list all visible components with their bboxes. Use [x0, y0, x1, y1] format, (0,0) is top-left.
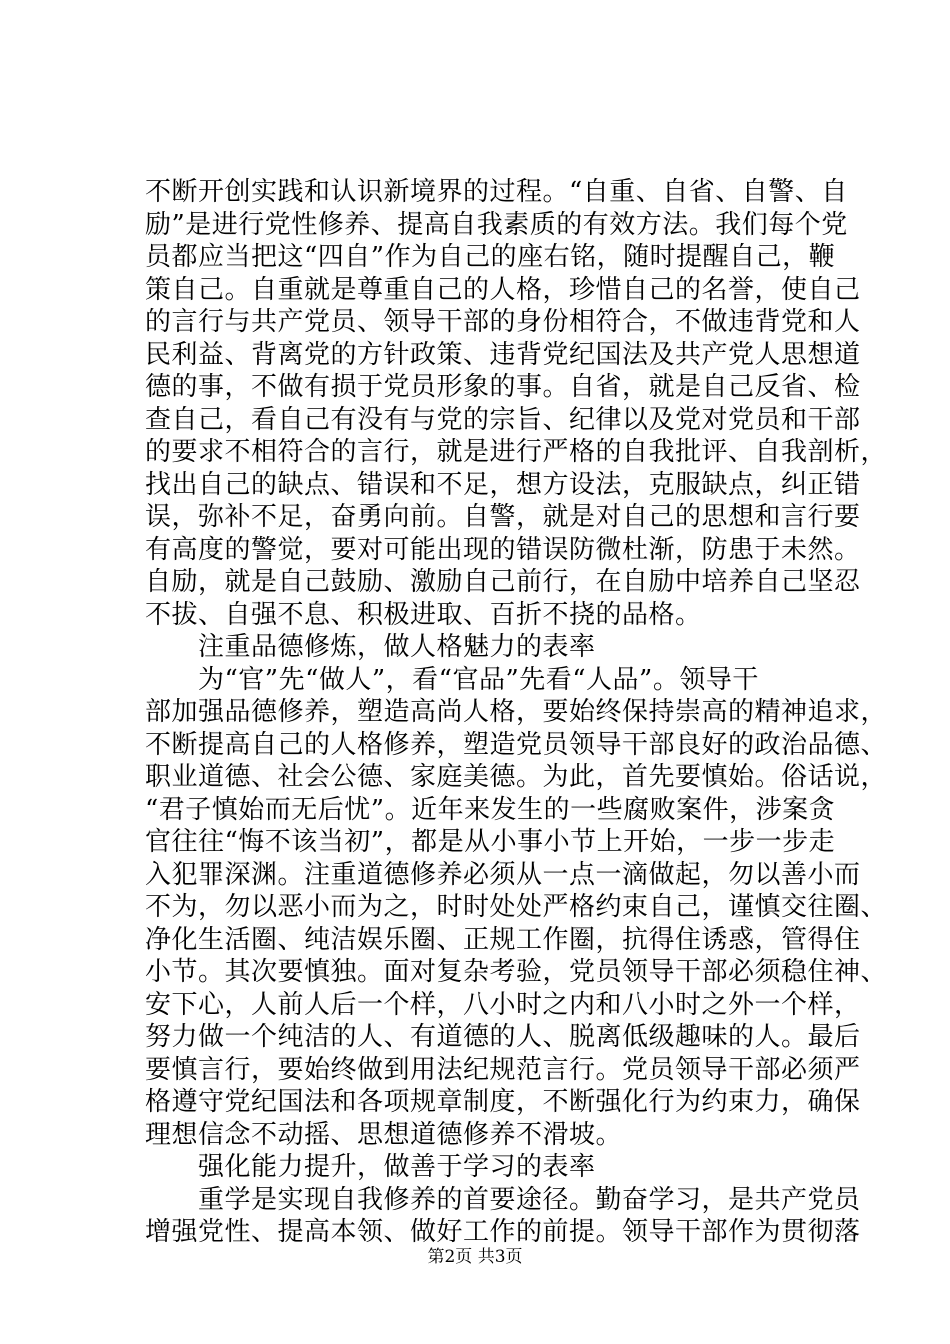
text-line: “君子慎始而无后忧”。近年来发生的一些腐败案件，涉案贪 [145, 794, 836, 825]
text-line: 重学是实现自我修养的首要途径。勤奋学习，是共产党员 [145, 1184, 861, 1215]
page-number-footer: 第2页 共3页 [427, 1247, 523, 1267]
text-line: 误，弥补不足，奋勇向前。自警，就是对自己的思想和言行要 [145, 502, 861, 532]
text-line: 励”是进行党性修养、提高自我素质的有效方法。我们每个党 [145, 209, 848, 240]
text-line: 不断开创实践和认识新境界的过程。“自重、自省、自警、自 [145, 177, 848, 207]
text-line: 官往往“悔不该当初”，都是从小事小节上开始，一步一步走 [145, 827, 836, 857]
text-line: 的言行与共产党员、领导干部的身份相符合，不做违背党和人 [145, 307, 861, 337]
text-line: 安下心，人前人后一个样，八小时之内和八小时之外一个样， [145, 989, 861, 1020]
text-line: 策自己。自重就是尊重自己的人格，珍惜自己的名誉，使自己 [145, 274, 861, 305]
section-heading: 强化能力提升，做善于学习的表率 [145, 1152, 596, 1182]
text-line: 查自己，看自己有没有与党的宗旨、纪律以及党对党员和干部 [145, 404, 861, 435]
text-line: 要慎言行，要始终做到用法纪规范言行。党员领导干部必须严 [145, 1054, 861, 1085]
text-line: 职业道德、社会公德、家庭美德。为此，首先要慎始。俗话说， [145, 762, 888, 792]
text-line: 的要求不相符合的言行，就是进行严格的自我批评、自我剖析， [145, 437, 888, 467]
section-heading: 注重品德修炼，做人格魅力的表率 [145, 632, 596, 662]
text-line: 努力做一个纯洁的人、有道德的人、脱离低级趣味的人。最后 [145, 1022, 861, 1052]
text-line: 民利益、背离党的方针政策、违背党纪国法及共产党人思想道 [145, 339, 861, 370]
text-line: 德的事，不做有损于党员形象的事。自省，就是自己反省、检 [145, 372, 861, 402]
text-line: 入犯罪深渊。注重道德修养必须从一点一滴做起，勿以善小而 [145, 859, 861, 890]
text-line: 格遵守党纪国法和各项规章制度，不断强化行为约束力，确保 [145, 1087, 861, 1117]
text-line: 理想信念不动摇、思想道德修养不滑坡。 [145, 1119, 623, 1150]
body-text [145, 176, 888, 1249]
text-line: 增强党性、提高本领、做好工作的前提。领导干部作为贯彻落 [145, 1217, 861, 1247]
text-line: 小节。其次要慎独。面对复杂考验，党员领导干部必须稳住神、 [145, 957, 888, 987]
text-line: 为“官”先“做人”，看“官品”先看“人品”。领导干 [145, 664, 759, 695]
text-line: 自励，就是自己鼓励、激励自己前行，在自励中培养自己坚忍 [145, 567, 861, 597]
text-line: 净化生活圈、纯洁娱乐圈、正规工作圈，抗得住诱惑，管得住 [145, 924, 861, 955]
text-line: 找出自己的缺点、错误和不足，想方设法，克服缺点，纠正错 [145, 469, 861, 500]
text-line: 有高度的警觉，要对可能出现的错误防微杜渐，防患于未然。 [145, 534, 861, 565]
text-line: 不为，勿以恶小而为之，时时处处严格约束自己，谨慎交往圈、 [145, 892, 888, 922]
text-line: 部加强品德修养，塑造高尚人格，要始终保持崇高的精神追求， [145, 697, 888, 727]
text-line: 不断提高自己的人格修养，塑造党员领导干部良好的政治品德、 [145, 729, 888, 760]
text-line: 员都应当把这“四自”作为自己的座右铭，随时提醒自己，鞭 [145, 242, 836, 272]
text-line: 不拔、自强不息、积极进取、百折不挠的品格。 [145, 599, 702, 630]
